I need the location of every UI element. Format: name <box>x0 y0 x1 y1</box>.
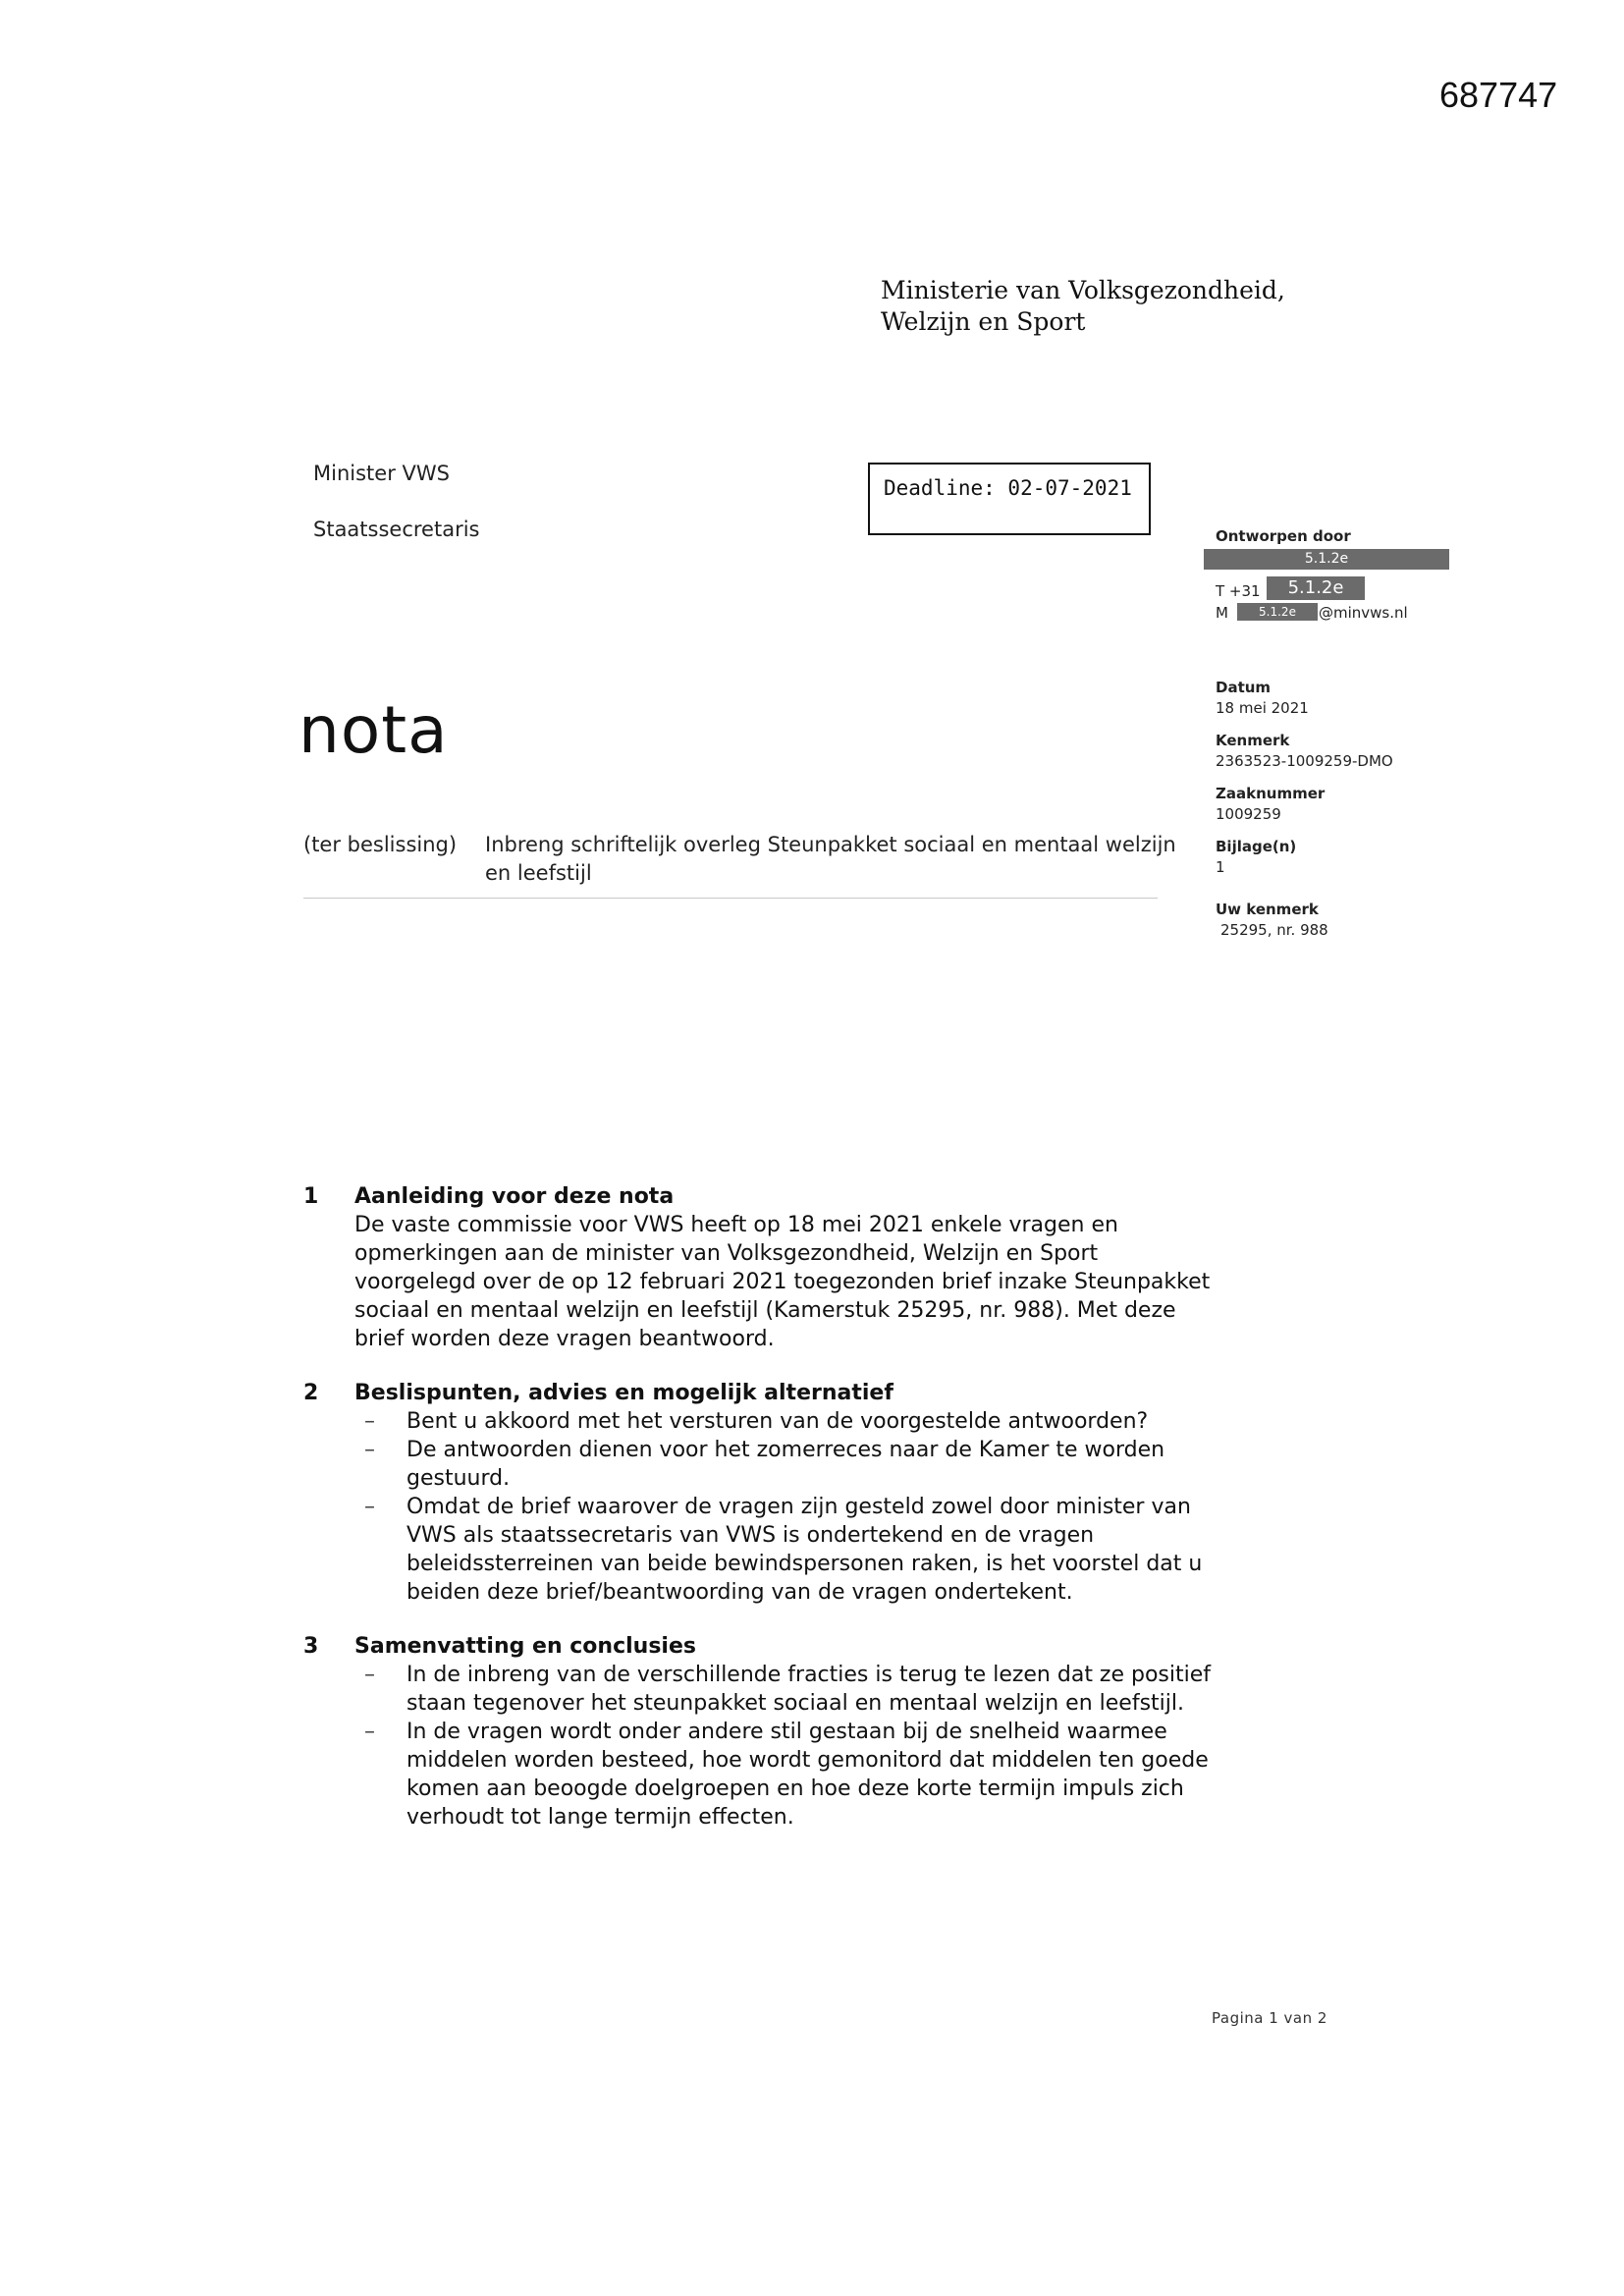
list-item-text: De antwoorden dienen voor het zomerreces naar de Kamer te worden gestuurd. <box>406 1438 1165 1491</box>
dash-bullet: – <box>364 1720 375 1744</box>
list-item <box>354 1493 1217 1607</box>
redaction-bar-mail: 5.1.2e <box>1237 603 1318 621</box>
dash-bullet: – <box>364 1409 375 1434</box>
list-item-text: Bent u akkoord met het versturen van de voorgestelde antwoorden? <box>406 1409 1149 1434</box>
phone-prefix: T +31 <box>1216 582 1261 600</box>
mail-prefix: M <box>1216 604 1228 622</box>
dash-bullet: – <box>364 1495 375 1519</box>
bullet-list <box>354 1407 1217 1607</box>
list-item <box>354 1436 1217 1493</box>
designed-by-label-text: Ontworpen door <box>1216 527 1351 545</box>
section-title: Aanleiding voor deze nota <box>354 1184 675 1209</box>
addressee-minister: Minister VWS <box>313 462 450 485</box>
section-title: Beslispunten, advies en mogelijk alternatief <box>354 1381 893 1405</box>
ministry-line-1: Ministerie van Volksgezondheid, <box>881 276 1285 304</box>
list-item <box>354 1407 1217 1436</box>
uw-kenmerk-block <box>1216 900 1328 941</box>
uw-kenmerk-value: 25295, nr. 988 <box>1220 921 1328 939</box>
subject-label: (ter beslissing) <box>303 833 458 856</box>
kenmerk-block <box>1216 731 1393 772</box>
datum-block <box>1216 678 1309 719</box>
section-number: 2 <box>303 1381 319 1405</box>
bijlagen-block <box>1216 837 1296 878</box>
zaaknummer-label: Zaaknummer <box>1216 785 1326 802</box>
dash-bullet: – <box>364 1438 375 1462</box>
kenmerk-label: Kenmerk <box>1216 732 1290 749</box>
list-item-text: In de inbreng van de verschillende fracties is terug te lezen dat ze positief staan tegenover het steunpakket sociaal en mentaal welzijn en leefstijl. <box>406 1663 1212 1716</box>
bijlagen-value: 1 <box>1216 858 1225 876</box>
deadline-box: Deadline: 02-07-2021 <box>868 463 1151 535</box>
uw-kenmerk-label: Uw kenmerk <box>1216 901 1319 918</box>
section-1 <box>303 1182 1217 1353</box>
document-title: nota <box>298 692 449 768</box>
document-body <box>303 1182 1217 1857</box>
dash-bullet: – <box>364 1663 375 1687</box>
zaaknummer-value: 1009259 <box>1216 805 1281 823</box>
section-paragraph: De vaste commissie voor VWS heeft op 18 mei 2021 enkele vragen en opmerkingen aan de minister van Volksgezondheid, Welzijn en Sport voorgelegd over de op 12 februari 2021 toegezonden brief inzake Steunpakket sociaal en mentaal welzijn en leefstijl (Kamerstuk 25295, nr. 988). Met deze brief worden deze vragen beantwoord. <box>354 1213 1211 1351</box>
ministry-logo-text <box>881 275 1285 338</box>
bullet-list <box>354 1661 1217 1831</box>
list-item <box>354 1718 1217 1831</box>
datum-value: 18 mei 2021 <box>1216 699 1309 717</box>
mail-line <box>1216 603 1228 624</box>
section-number: 1 <box>303 1184 319 1209</box>
datum-label: Datum <box>1216 679 1272 696</box>
list-item <box>354 1661 1217 1718</box>
ministry-line-2: Welzijn en Sport <box>881 307 1086 336</box>
document-number: 687747 <box>1439 75 1558 115</box>
section-3 <box>303 1632 1217 1831</box>
page-number: Pagina 1 van 2 <box>1212 2009 1327 2027</box>
redaction-bar-phone: 5.1.2e <box>1267 576 1365 600</box>
section-number: 3 <box>303 1634 319 1659</box>
kenmerk-value: 2363523-1009259-DMO <box>1216 752 1393 770</box>
addressee-staatssecretaris: Staatssecretaris <box>313 518 480 541</box>
section-title: Samenvatting en conclusies <box>354 1634 696 1659</box>
redaction-bar-name: 5.1.2e <box>1204 549 1449 570</box>
mail-domain: @minvws.nl <box>1319 604 1408 622</box>
zaaknummer-block <box>1216 784 1325 825</box>
list-item-text: In de vragen wordt onder andere stil gestaan bij de snelheid waarmee middelen worden besteed, hoe wordt gemonitord dat middelen ten goede komen aan beoogde doelgroepen en hoe deze korte termijn impuls zich verhoudt tot lange termijn effecten. <box>406 1720 1209 1830</box>
bijlagen-label: Bijlage(n) <box>1216 838 1297 855</box>
designed-by-label <box>1216 526 1351 547</box>
list-item-text: Omdat de brief waarover de vragen zijn gesteld zowel door minister van VWS als staatssecretaris van VWS is ondertekend en de vragen beleidssterreinen van beide bewindspersonen raken, is het voorstel dat u beiden deze brief/beantwoording van de vragen ondertekent. <box>406 1495 1203 1605</box>
subject-divider <box>303 898 1158 899</box>
section-2 <box>303 1379 1217 1607</box>
subject-text: Inbreng schriftelijk overleg Steunpakket sociaal en mentaal welzijn en leefstijl <box>485 833 1176 885</box>
phone-line <box>1216 581 1261 602</box>
